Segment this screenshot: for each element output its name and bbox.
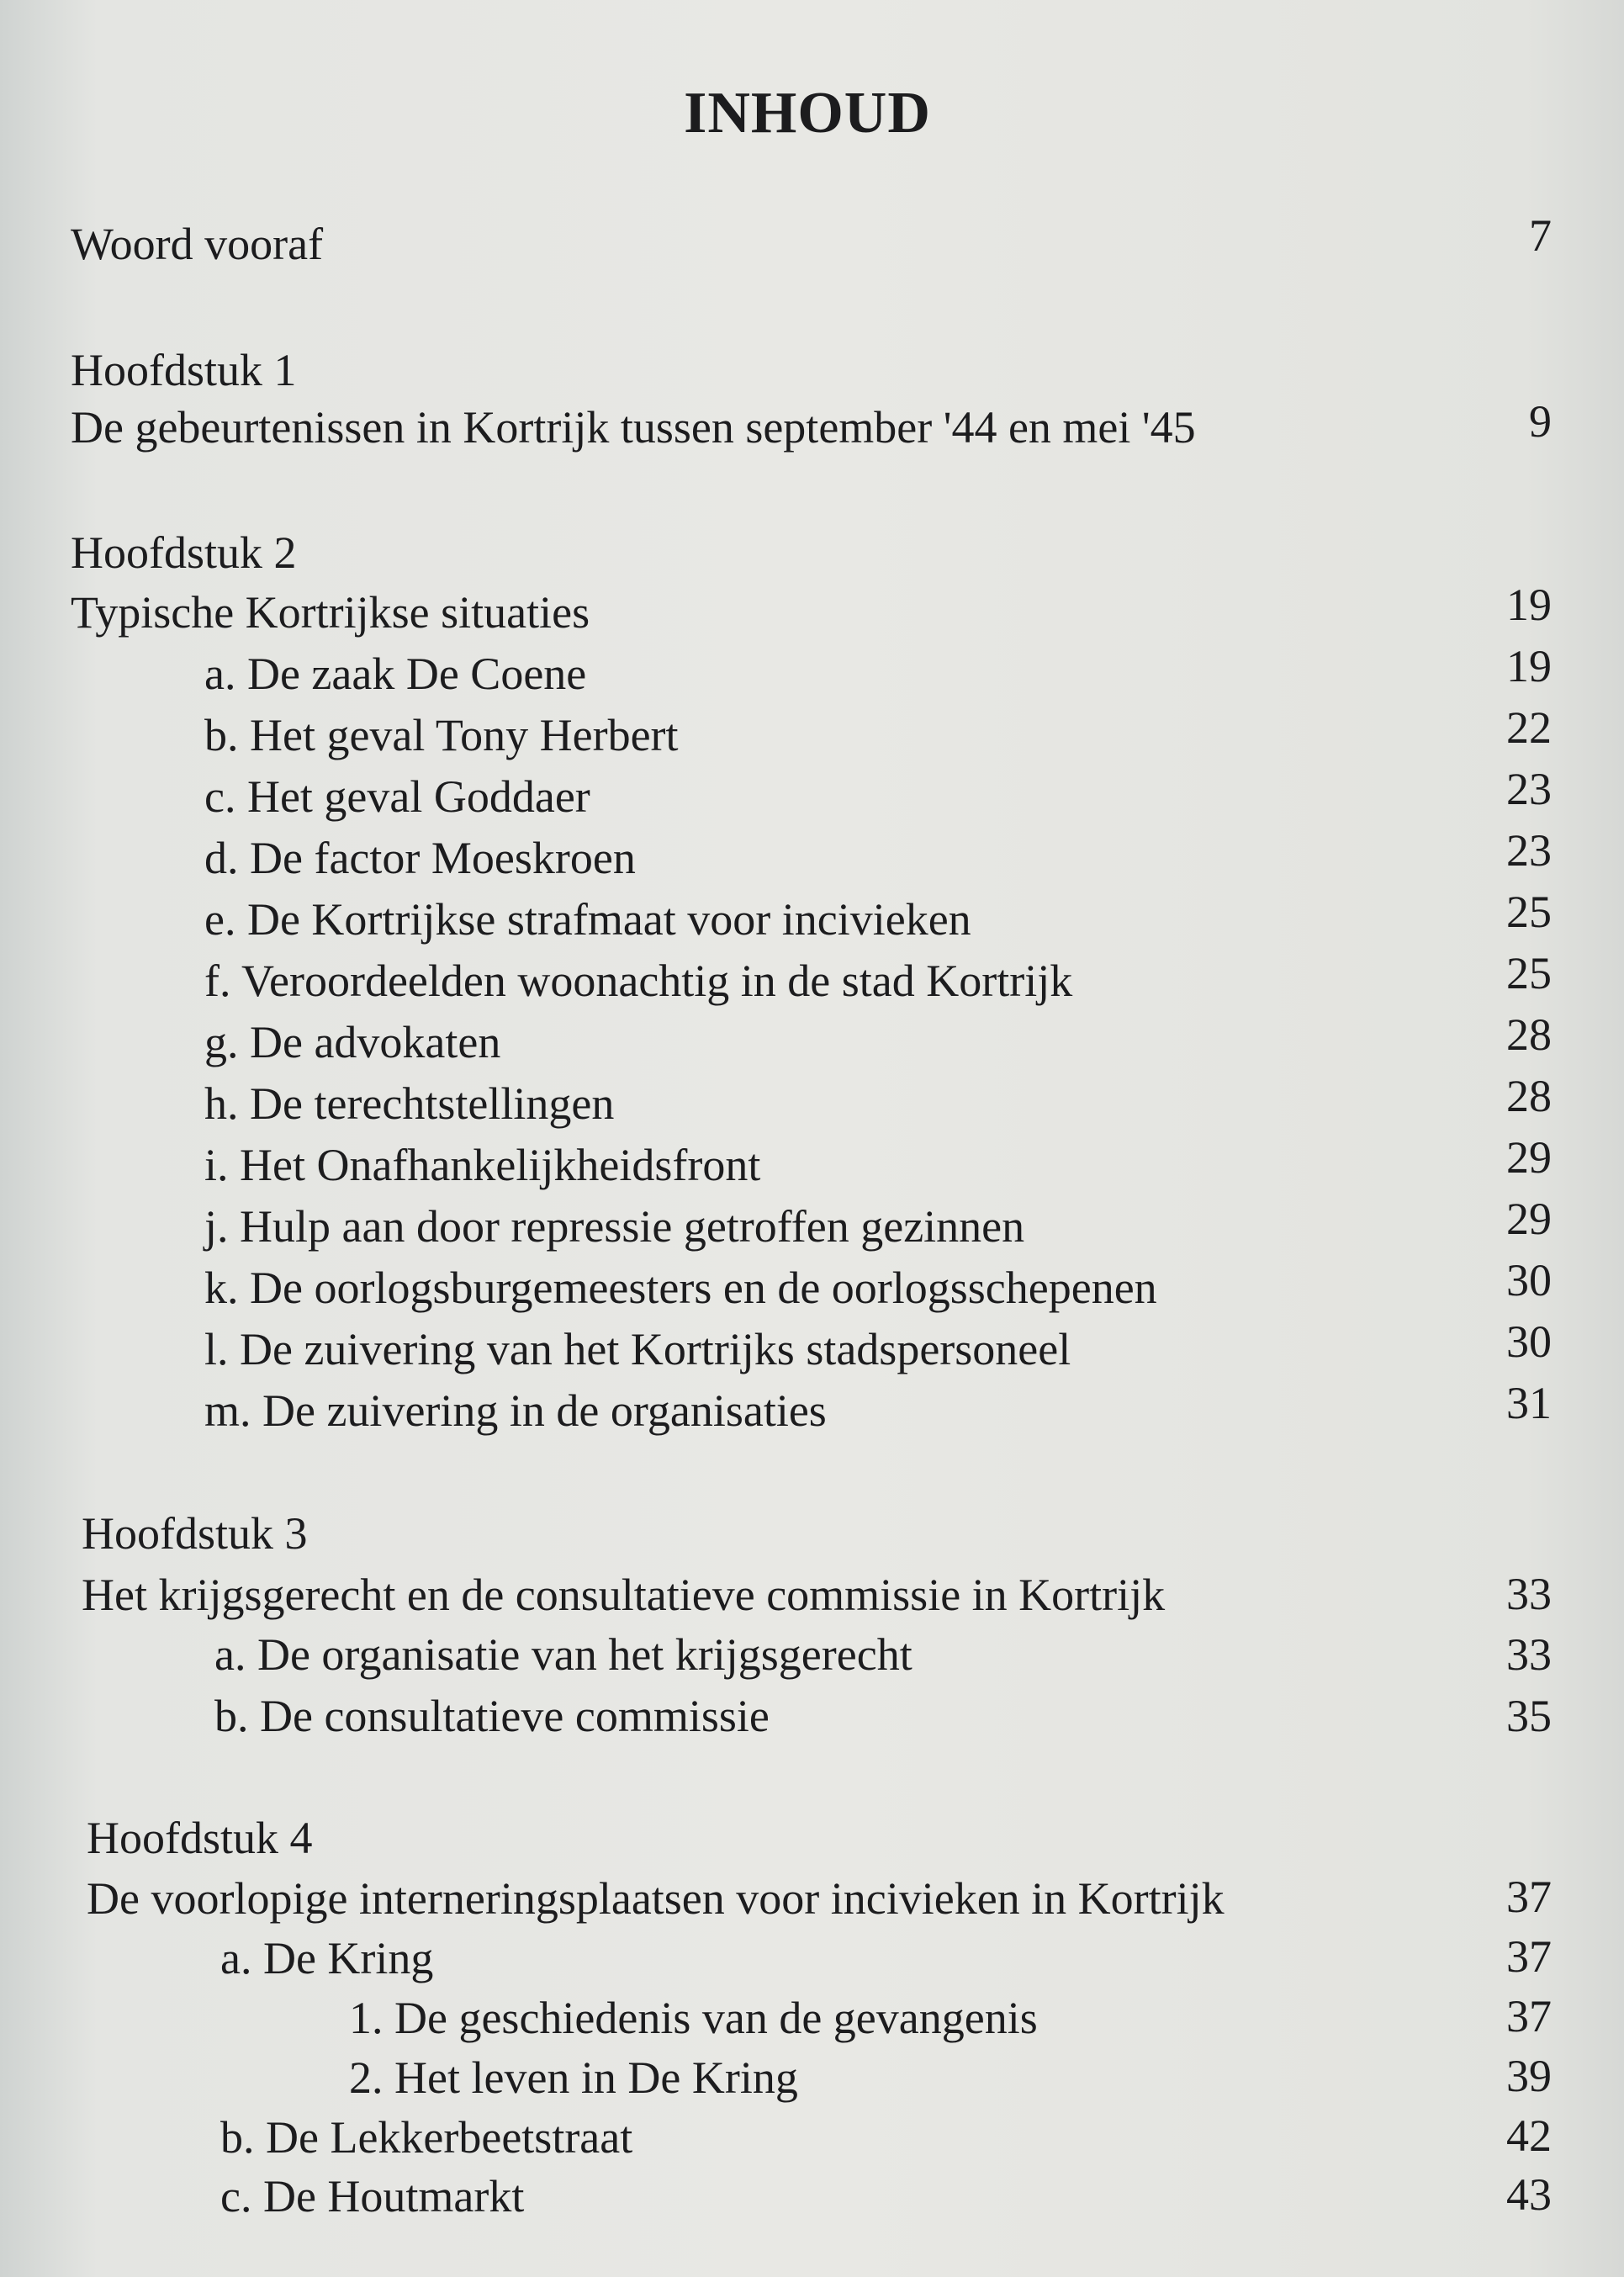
chapter-heading: Hoofdstuk 3 [82,1508,308,1559]
toc-subentry-page: 28 [1506,1071,1552,1121]
chapter-heading: Hoofdstuk 4 [87,1813,313,1863]
chapter-title: De voorlopige interneringsplaatsen voor incivieken in Kortrijk [87,1873,1225,1924]
chapter-title: Het krijgsgerecht en de consultatieve commissie in Kortrijk [82,1570,1166,1620]
toc-entry-page: 9 [1529,396,1552,447]
toc-entry-page: 19 [1506,580,1552,630]
toc-subentry-page: 22 [1506,702,1552,753]
chapter-title: Typische Kortrijkse situaties [71,587,590,638]
toc-subentry-page: 42 [1506,2110,1552,2161]
toc-subentry-label: l. De zuivering van het Kortrijks stadspersoneel [204,1324,1071,1374]
toc-subentry-page: 33 [1506,1629,1552,1680]
chapter-heading: Hoofdstuk 2 [71,527,297,578]
toc-subsubentry-label: 2. Het leven in De Kring [349,2052,798,2103]
toc-subentry-label: f. Veroordeelden woonachtig in de stad Kortrijk [204,956,1073,1006]
toc-subentry-page: 25 [1506,948,1552,998]
toc-subentry-page: 37 [1506,1931,1552,1982]
toc-subentry-label: b. De consultatieve commissie [214,1691,770,1741]
toc-subentry-label: i. Het Onafhankelijkheidsfront [204,1140,761,1190]
toc-entry-page: 33 [1506,1569,1552,1619]
toc-subentry-page: 23 [1506,825,1552,876]
toc-subsubentry-page: 37 [1506,1991,1552,2041]
toc-subentry-page: 25 [1506,887,1552,937]
toc-subentry-page: 28 [1506,1009,1552,1060]
toc-subentry-label: j. Hulp aan door repressie getroffen gezinnen [204,1201,1025,1252]
toc-subentry-page: 19 [1506,641,1552,691]
toc-subentry-label: a. De zaak De Coene [204,649,587,699]
toc-subentry-label: g. De advokaten [204,1017,501,1067]
chapter-heading: Hoofdstuk 1 [71,345,297,395]
toc-entry-page: 7 [1529,210,1552,261]
toc-entry-label: Woord vooraf [71,219,324,269]
toc-subentry-label: c. Het geval Goddaer [204,771,590,822]
toc-subentry-page: 30 [1506,1316,1552,1367]
toc-subentry-label: d. De factor Moeskroen [204,833,636,883]
toc-subentry-label: c. De Houtmarkt [220,2171,525,2221]
toc-subentry-page: 43 [1506,2169,1552,2220]
toc-subentry-label: m. De zuivering in de organisaties [204,1385,827,1436]
toc-subentry-page: 31 [1506,1378,1552,1428]
toc-subentry-label: e. De Kortrijkse strafmaat voor incivieken [204,894,971,945]
toc-subsubentry-label: 1. De geschiedenis van de gevangenis [349,1993,1038,2043]
toc-subentry-page: 23 [1506,764,1552,814]
toc-subentry-page: 29 [1506,1132,1552,1183]
toc-entry-page: 37 [1506,1872,1552,1922]
toc-subentry-label: a. De Kring [220,1933,434,1983]
toc-subentry-page: 30 [1506,1255,1552,1305]
toc-subentry-label: a. De organisatie van het krijgsgerecht [214,1629,913,1680]
toc-subsubentry-page: 39 [1506,2051,1552,2101]
toc-subentry-page: 29 [1506,1194,1552,1244]
toc-subentry-label: k. De oorlogsburgemeesters en de oorlogsschepenen [204,1263,1157,1313]
toc-subentry-page: 35 [1506,1691,1552,1741]
toc-subentry-label: b. De Lekkerbeetstraat [220,2112,633,2163]
page-title: INHOUD [684,81,931,146]
toc-subentry-label: b. Het geval Tony Herbert [204,710,679,760]
chapter-title: De gebeurtenissen in Kortrijk tussen september '44 en mei '45 [71,402,1196,453]
toc-subentry-label: h. De terechtstellingen [204,1078,615,1129]
